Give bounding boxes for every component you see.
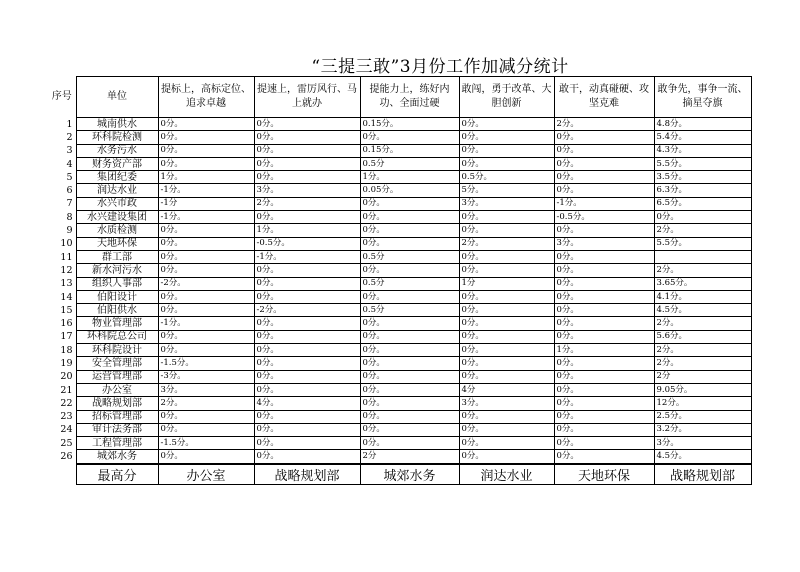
score-cell: 0分。 [360,224,459,237]
row-number: 14 [48,290,76,303]
score-cell: 0.15分。 [360,118,459,131]
unit-name: 集团纪委 [76,171,158,184]
score-cell: 0.5分 [360,250,459,263]
row-number: 22 [48,397,76,410]
table-row [48,397,751,410]
score-cell: 0分。 [459,423,554,436]
score-cell: 0分。 [254,357,360,370]
unit-name: 伯阳供水 [76,304,158,317]
score-cell: 0分。 [254,144,360,157]
score-cell: 0分。 [459,290,554,303]
score-cell: 0分。 [254,118,360,131]
score-cell: 0分。 [254,330,360,343]
score-cell: -1分。 [158,317,254,330]
unit-name: 战略规划部 [76,397,158,410]
score-cell: 0分。 [554,304,654,317]
score-cell: 0.5分 [360,277,459,290]
table-row [48,304,751,317]
score-cell: 6.3分。 [654,184,751,197]
score-cell: 5.6分。 [654,330,751,343]
score-cell: 0分。 [554,224,654,237]
score-cell: 0分。 [459,224,554,237]
score-cell: 0分。 [459,304,554,317]
table-row [48,357,751,370]
score-cell: 12分。 [654,397,751,410]
score-cell: 1分。 [254,224,360,237]
table-row [48,383,751,396]
score-cell: 1分 [459,277,554,290]
row-number: 13 [48,277,76,290]
row-number: 7 [48,197,76,210]
table-row [48,131,751,144]
score-cell: 9.05分。 [654,383,751,396]
score-cell: 3.65分。 [654,277,751,290]
score-cell: 0分。 [254,450,360,464]
score-cell: 2分。 [654,264,751,277]
table-row [48,184,751,197]
row-number: 20 [48,370,76,383]
score-cell: 0分。 [459,264,554,277]
table-row [48,277,751,290]
score-cell: 0分。 [459,144,554,157]
top-unit-cell: 战略规划部 [654,464,751,485]
row-number: 25 [48,437,76,450]
score-cell: 0分。 [158,450,254,464]
table-row [48,211,751,224]
unit-name: 环科院检测 [76,131,158,144]
score-cell: 0分。 [554,131,654,144]
score-cell: -1分。 [254,250,360,263]
score-cell: 0分。 [554,450,654,464]
row-number: 3 [48,144,76,157]
unit-name: 伯阳设计 [76,290,158,303]
score-cell: 0分。 [158,304,254,317]
score-cell: 0分。 [360,423,459,436]
score-cell: 0.5分。 [459,171,554,184]
score-cell: 3.5分。 [654,171,751,184]
score-cell: 4分。 [254,397,360,410]
score-cell: 0分。 [459,131,554,144]
table-row [48,197,751,210]
footer-seq-cell [48,464,76,485]
row-number: 12 [48,264,76,277]
score-cell: 2分。 [158,397,254,410]
score-cell: 5.4分。 [654,131,751,144]
table-row [48,171,751,184]
row-number: 21 [48,383,76,396]
score-cell: 0分。 [360,344,459,357]
score-cell: 0分。 [459,410,554,423]
score-cell: 0.5分 [360,304,459,317]
score-cell: 0分。 [158,131,254,144]
score-cell: -3分。 [158,370,254,383]
score-cell: 3分。 [654,437,751,450]
score-cell: 2分。 [654,344,751,357]
score-cell: 0分。 [254,370,360,383]
table-row [48,330,751,343]
score-cell: 0分。 [459,344,554,357]
score-cell: 4.3分。 [654,144,751,157]
row-number: 16 [48,317,76,330]
unit-name: 天地环保 [76,237,158,250]
score-cell: -0.5分。 [254,237,360,250]
score-cell: -1分 [158,197,254,210]
score-cell [654,250,751,263]
score-cell: 4.5分。 [654,450,751,464]
score-cell: 0分。 [254,317,360,330]
score-cell: 4.1分。 [654,290,751,303]
row-number: 23 [48,410,76,423]
footer-label: 最高分 [76,464,158,485]
top-unit-cell: 战略规划部 [254,464,360,485]
score-cell: 1分。 [360,171,459,184]
score-cell: 0分。 [254,264,360,277]
table-row [48,118,751,131]
score-cell: 0分。 [554,410,654,423]
score-cell: 0分。 [158,344,254,357]
score-cell: 0分。 [360,131,459,144]
score-cell: 0分。 [360,410,459,423]
score-cell: 2分。 [654,224,751,237]
score-table [48,76,752,485]
score-cell: 3分。 [554,237,654,250]
score-cell: 0分。 [360,317,459,330]
score-cell: 0分。 [360,437,459,450]
unit-name: 城郊水务 [76,450,158,464]
unit-name: 运营管理部 [76,370,158,383]
score-cell: 0分。 [158,118,254,131]
score-cell: 0分。 [254,410,360,423]
unit-name: 物业管理部 [76,317,158,330]
score-cell: 0分。 [554,357,654,370]
unit-name: 审计法务部 [76,423,158,436]
score-cell: 0分。 [254,290,360,303]
score-cell: -1分。 [554,197,654,210]
score-cell: 0分。 [254,383,360,396]
score-cell: 0分。 [554,370,654,383]
score-cell: 0分。 [360,383,459,396]
unit-name: 安全管理部 [76,357,158,370]
top-unit-cell: 润达水业 [459,464,554,485]
table-row [48,450,751,464]
score-cell: 3分。 [158,383,254,396]
score-cell: 0分。 [554,423,654,436]
score-cell: 0分。 [459,357,554,370]
row-number: 19 [48,357,76,370]
score-cell: 0分。 [459,437,554,450]
score-cell: 0分。 [360,357,459,370]
score-cell: -2分。 [254,304,360,317]
row-number: 9 [48,224,76,237]
score-cell: 3分。 [254,184,360,197]
score-cell: -2分。 [158,277,254,290]
unit-name: 水质检测 [76,224,158,237]
score-cell: 4.8分。 [654,118,751,131]
score-cell: 0分。 [360,211,459,224]
col-header-4: 敢闯，勇于改革、大胆创新 [459,77,554,118]
row-number: 5 [48,171,76,184]
score-cell: 0分。 [254,157,360,170]
table-row [48,370,751,383]
score-cell: 0分。 [459,450,554,464]
seq-header: 序号 [48,77,76,118]
score-cell: -1分。 [158,211,254,224]
score-cell: 0分。 [554,383,654,396]
table-row [48,344,751,357]
table-row [48,224,751,237]
score-cell: 0分。 [360,330,459,343]
row-number: 4 [48,157,76,170]
score-cell: 0分。 [254,344,360,357]
score-cell: 5.5分。 [654,157,751,170]
unit-name: 新水河污水 [76,264,158,277]
score-cell: 0分。 [554,157,654,170]
score-cell: 2分。 [254,197,360,210]
score-cell: 0分。 [554,290,654,303]
unit-name: 水兴市政 [76,197,158,210]
score-cell: 2分。 [554,118,654,131]
score-cell: 0分。 [654,211,751,224]
table-row [48,317,751,330]
top-unit-cell: 天地环保 [554,464,654,485]
table-row [48,144,751,157]
table-row [48,290,751,303]
footer-row [48,464,751,485]
row-number: 17 [48,330,76,343]
score-cell: 0分。 [554,437,654,450]
score-cell: 0分。 [254,131,360,144]
table-row [48,250,751,263]
row-number: 1 [48,118,76,131]
unit-name: 水务污水 [76,144,158,157]
row-number: 15 [48,304,76,317]
col-header-3: 提能力上，练好内功、全面过硬 [360,77,459,118]
table-row [48,423,751,436]
table-row [48,264,751,277]
col-header-6: 敢争先，事争一流、摘星夺旗 [654,77,751,118]
unit-name: 城南供水 [76,118,158,131]
score-cell: 0分。 [158,250,254,263]
score-cell: 2分 [654,370,751,383]
unit-header: 单位 [76,77,158,118]
score-cell: 0分。 [459,157,554,170]
score-cell: 3分。 [459,197,554,210]
score-cell: 0分。 [554,330,654,343]
unit-name: 财务资产部 [76,157,158,170]
row-number: 26 [48,450,76,464]
row-number: 18 [48,344,76,357]
top-unit-cell: 城郊水务 [360,464,459,485]
score-cell: 5分。 [459,184,554,197]
score-cell: -1分。 [158,184,254,197]
score-cell: 6.5分。 [654,197,751,210]
col-header-5: 敢干，动真碰硬、攻坚克难 [554,77,654,118]
score-cell: 0分。 [158,157,254,170]
score-cell: 5.5分。 [654,237,751,250]
row-number: 6 [48,184,76,197]
row-number: 10 [48,237,76,250]
score-cell: 0分。 [158,410,254,423]
score-cell: 0.15分。 [360,144,459,157]
unit-name: 招标管理部 [76,410,158,423]
score-cell: 0分。 [554,317,654,330]
row-number: 11 [48,250,76,263]
score-cell: 0.05分。 [360,184,459,197]
score-cell: 0分。 [254,277,360,290]
score-cell: -0.5分。 [554,211,654,224]
unit-name: 办公室 [76,383,158,396]
score-cell: 0分。 [158,264,254,277]
score-cell: 3分。 [459,397,554,410]
score-cell: 0分。 [158,330,254,343]
unit-name: 群工部 [76,250,158,263]
score-cell: 0分。 [554,397,654,410]
score-cell: 0分。 [554,184,654,197]
score-cell: 1分。 [158,171,254,184]
score-cell: 0分。 [554,144,654,157]
row-number: 2 [48,131,76,144]
unit-name: 组织人事部 [76,277,158,290]
unit-name: 环科院设计 [76,344,158,357]
table-row [48,437,751,450]
score-cell: 0分。 [360,197,459,210]
score-cell: -1.5分。 [158,357,254,370]
score-cell: 0.5分 [360,157,459,170]
score-cell: 0分。 [158,423,254,436]
col-header-2: 提速上，雷厉风行、马上就办 [254,77,360,118]
score-cell: 0分。 [158,144,254,157]
score-cell: 0分。 [459,370,554,383]
table-row [48,410,751,423]
unit-name: 润达水业 [76,184,158,197]
score-cell: 0分。 [554,171,654,184]
score-cell: 2分 [360,450,459,464]
score-cell: 2分。 [654,357,751,370]
score-cell: 0分。 [554,250,654,263]
score-cell: 2分。 [654,317,751,330]
score-cell: 4.5分。 [654,304,751,317]
score-cell: 0分。 [459,211,554,224]
score-cell: 2分。 [459,237,554,250]
header-row [48,77,751,118]
score-cell: 0分。 [459,118,554,131]
score-cell: 3.2分。 [654,423,751,436]
score-cell: 0分。 [360,397,459,410]
unit-name: 环科院总公司 [76,330,158,343]
score-cell: 0分。 [254,211,360,224]
score-cell: 0分。 [254,171,360,184]
score-cell: 2.5分。 [654,410,751,423]
score-cell: 0分。 [158,237,254,250]
score-cell: 0分。 [459,250,554,263]
score-cell: 0分。 [254,437,360,450]
top-unit-cell: 办公室 [158,464,254,485]
score-cell: 0分。 [158,224,254,237]
col-header-1: 提标上，高标定位、追求卓越 [158,77,254,118]
score-cell: -1.5分。 [158,437,254,450]
page-title: “三提三敢”3月份工作加减分统计 [311,57,569,77]
unit-name: 工程管理部 [76,437,158,450]
row-number: 24 [48,423,76,436]
score-cell: 0分。 [360,237,459,250]
table-row [48,237,751,250]
score-cell: 0分。 [360,370,459,383]
score-cell: 0分。 [459,317,554,330]
unit-name: 水兴建设集团 [76,211,158,224]
row-number: 8 [48,211,76,224]
score-cell: 4分 [459,383,554,396]
score-cell: 0分。 [554,277,654,290]
score-cell: 1分。 [554,344,654,357]
score-cell: 0分。 [158,290,254,303]
score-cell: 0分。 [360,290,459,303]
table-row [48,157,751,170]
score-cell: 0分。 [360,264,459,277]
score-cell: 0分。 [554,264,654,277]
score-cell: 0分。 [459,330,554,343]
score-cell: 0分。 [254,423,360,436]
